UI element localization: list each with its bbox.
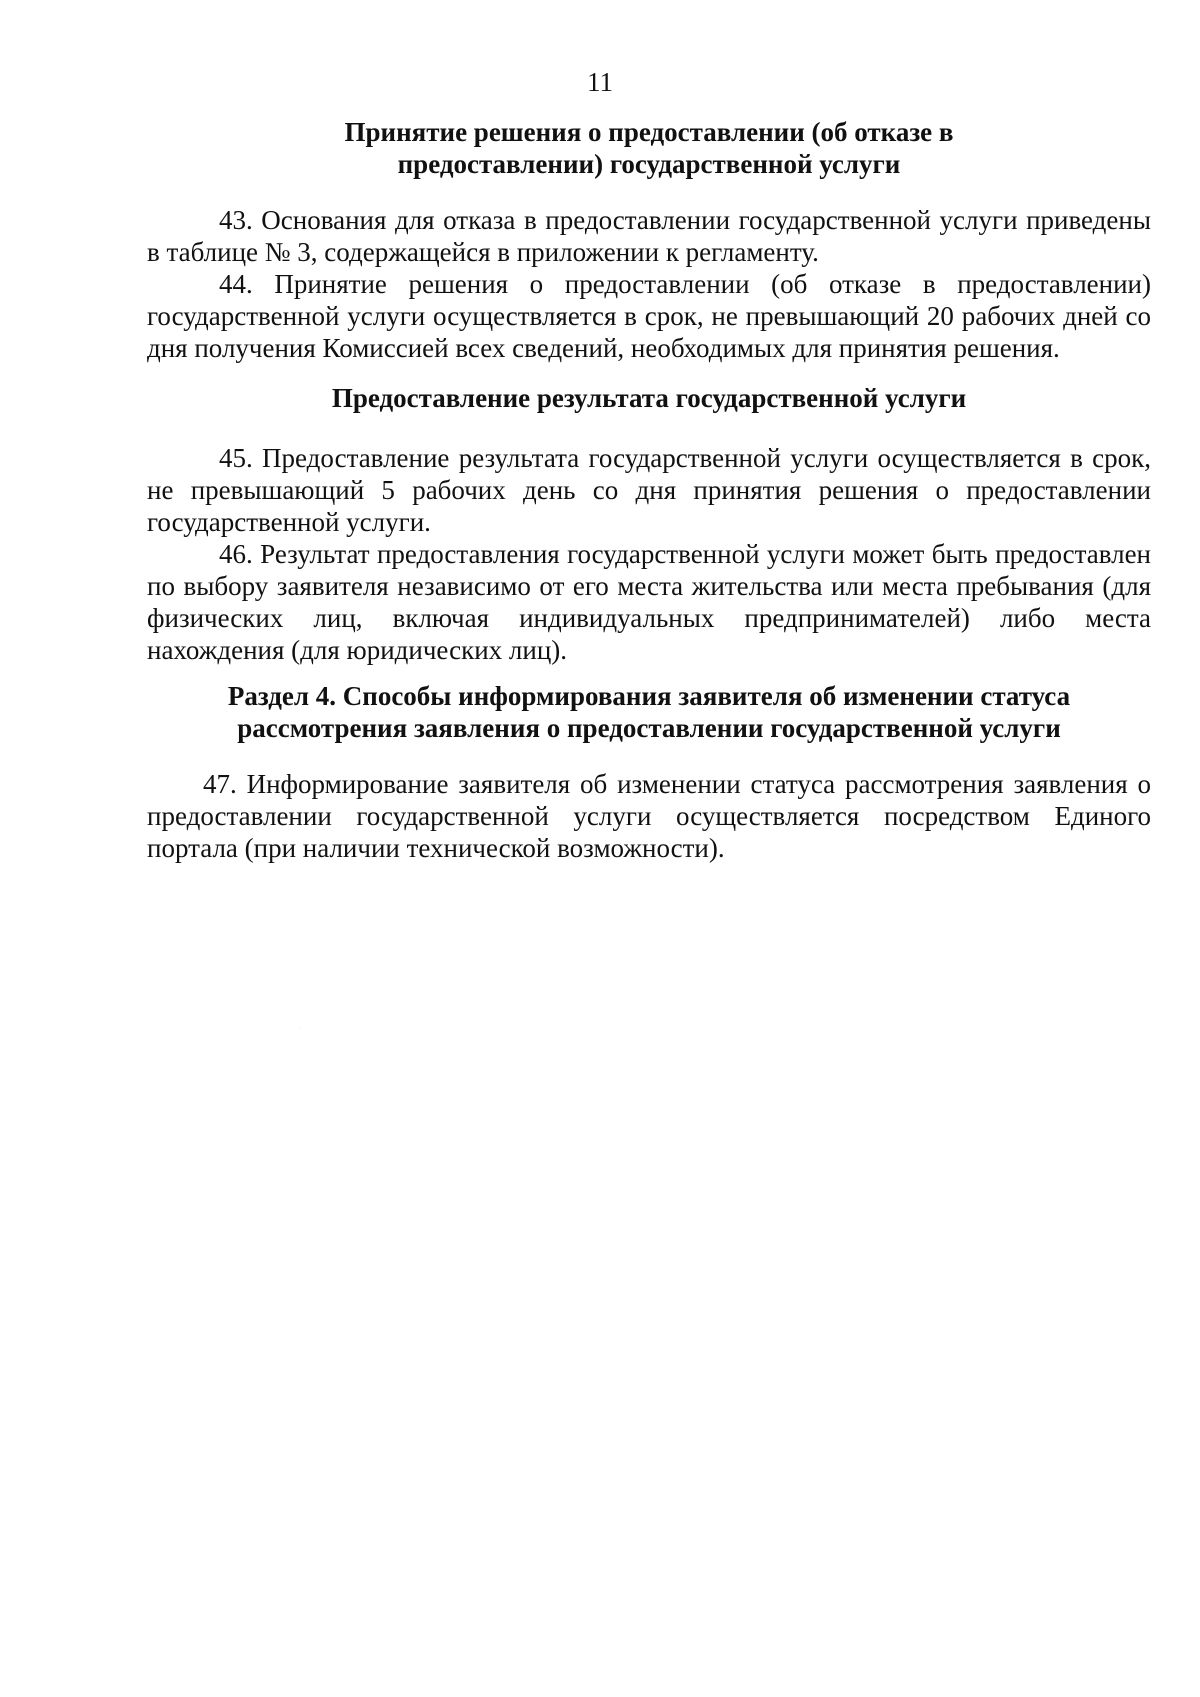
paragraph-number: 46. [219,539,253,569]
section-heading: Принятие решения о предоставлении (об отказе в предоставлении) государственной услуги [344,117,954,179]
paragraph-number: 45. [219,443,253,473]
paragraph-43 [147,204,1151,268]
section-decision-body [147,204,1151,364]
scan-speck [300,1028,301,1029]
section-result-body [147,442,1151,666]
paragraph-46 [147,538,1151,666]
section-heading: Раздел 4. Способы информирования заявителя об изменении статуса рассмотрения заявления о предоставлении государственной услуги [227,681,1071,743]
section-heading: Предоставление результата государственной услуги [331,383,967,413]
section-result [147,382,1151,414]
page-number: 11 [587,67,613,97]
section-informing [147,680,1151,744]
paragraph-text: Результат предоставления государственной услуги может быть предоставлен по выбору заявителя независимо от его места жительства или места пребывания (для физических лиц, включая индивидуальных предпринимателей) либо места нахождения (для юридических лиц). [147,539,1152,665]
section-informing-body [147,768,1151,864]
paragraph-text: Информирование заявителя об изменении статуса рассмотрения заявления о предоставлении государственной услуги осуществляется посредством Единого портала (при наличии технической возможности). [147,769,1152,863]
paragraph-47 [147,768,1151,864]
paragraph-number: 44. [219,269,253,299]
paragraph-number: 43. [219,205,253,235]
paragraph-45 [147,442,1151,538]
paragraph-text: Основания для отказа в предоставлении государственной услуги приведены в таблице № 3, содержащейся в приложении к регламенту. [147,205,1151,267]
paragraph-text: Предоставление результата государственной услуги осуществляется в срок, не превышающий 5 рабочих день со дня принятия решения о предоставлении государственной услуги. [147,443,1152,537]
section-decision [147,116,1151,180]
paragraph-text: Принятие решения о предоставлении (об отказе в предоставлении) государственной услуги осуществляется в срок, не превышающий 20 рабочих дней со дня получения Комиссией всех сведений, необходимых для принятия решения. [147,269,1151,363]
paragraph-number: 47. [203,769,237,799]
paragraph-44 [147,268,1151,364]
